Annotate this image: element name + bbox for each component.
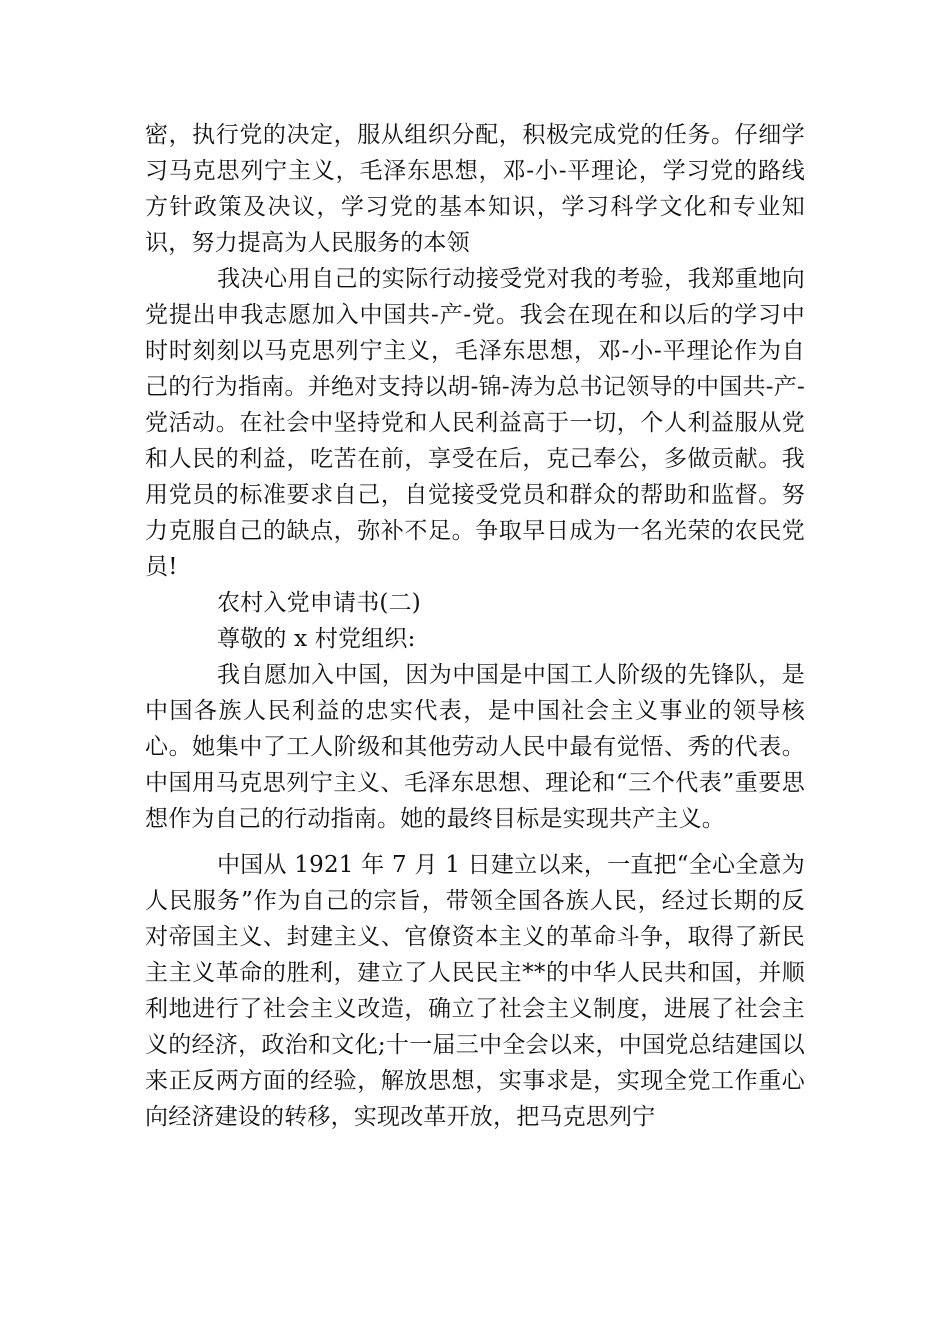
section-title: 农村入党申请书(二) xyxy=(217,590,421,616)
paragraph-resolve: 我决心用自己的实际行动接受党对我的考验，我郑重地向党提出申我志愿加入中国共-产-党。我会在现在和以后的学习中时时刻刻以马克思列宁主义，毛泽东思想，邓-小-平理论作为自己的行为指南。并绝对支持以胡-锦-涛为总书记领导的中国共-产-党活动。在社会中坚持党和人民利益高于一切，个人利益服从党和人民的利益，吃苦在前，享受在后，克己奉公，多做贡献。我用党员的标准要求自己，自觉接受党员和群众的帮助和监督。努力克服自己的缺点，弥补不足。争取早日成为一名光荣的农民党员! xyxy=(145,266,805,580)
document-body xyxy=(145,117,805,1135)
paragraph-history: 中国从 1921 年 7 月 1 日建立以来，一直把“全心全意为人民服务”作为自己的宗旨，带领全国各族人民，经过长期的反对帝国主义、封建主义、官僚资本主义的革命斗争，取得了新民主主义革命的胜利，建立了人民民主**的中华人民共和国，并顺利地进行了社会主义改造，确立了社会主义制度，进展了社会主义的经济，政治和文化;十一届三中全会以来，中国党总结建国以来正反两方面的经验，解放思想，实事求是，实现全党工作重心向经济建设的转移，实现改革开放，把马克思列宁 xyxy=(145,852,805,1130)
paragraph-reason: 我自愿加入中国，因为中国是中国工人阶级的先锋队，是中国各族人民利益的忠实代表，是中国社会主义事业的领导核心。她集中了工人阶级和其他劳动人民中最有觉悟、秀的代表。中国用马克思列宁主义、毛泽东思想、理论和“三个代表”重要思想作为自己的行动指南。她的最终目标是实现共产主义。 xyxy=(145,662,805,832)
salutation: 尊敬的 x 村党组织: xyxy=(217,626,416,652)
paragraph-continuation: 密，执行党的决定，服从组织分配，积极完成党的任务。仔细学习马克思列宁主义，毛泽东思想，邓-小-平理论，学习党的路线方针政策及决议，学习党的基本知识，学习科学文化和专业知识，努力提高为人民服务的本领 xyxy=(145,122,805,256)
